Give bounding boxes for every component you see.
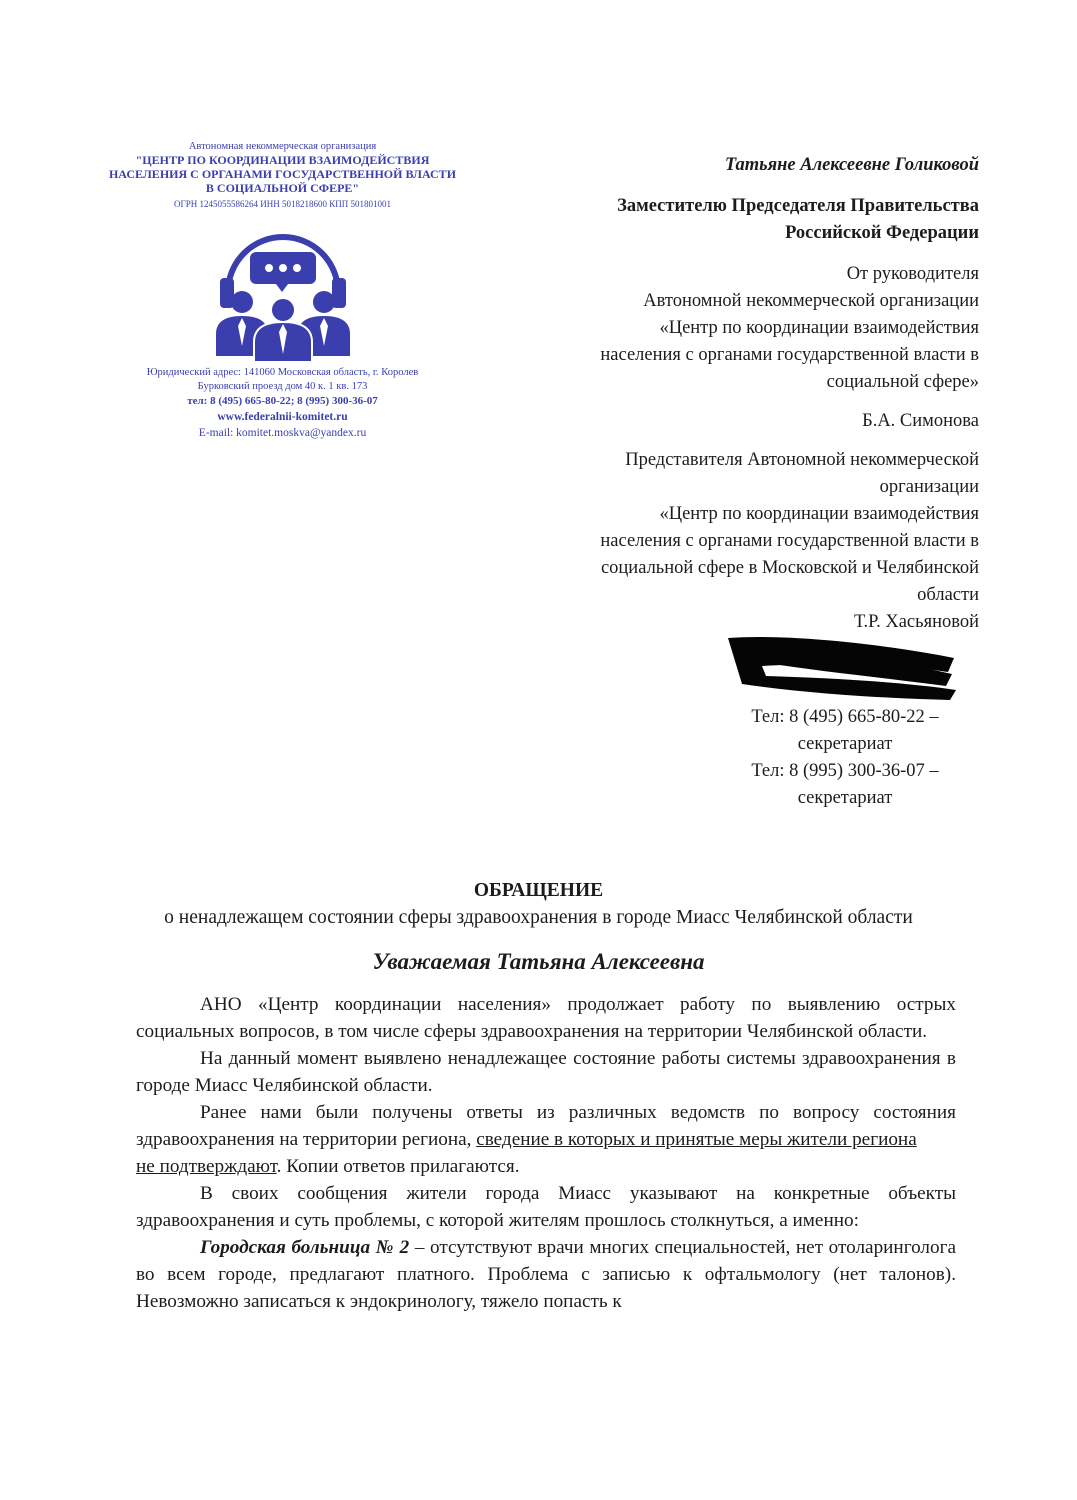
addressee-title-line-2: Российской Федерации	[785, 223, 979, 243]
phone-1: Тел: 8 (495) 665-80-22 –	[751, 707, 939, 727]
addressee-name: Татьяне Алексеевне Голиковой	[724, 155, 979, 175]
sender-line-2: Автономной некоммерческой организации	[643, 291, 979, 311]
letterhead-website: www.federalnii-komitet.ru	[217, 411, 348, 423]
paragraph-5-rest: – отсутствуют врачи многих специальностей, нет отоларинголога во всем городе, предлагают платного. Проблема с записью к офтальмологу (нет талонов). Невозможно записаться к эндокринологу, тяжело попасть к	[136, 1237, 956, 1312]
phone-2-note: секретариат	[797, 788, 893, 808]
org-name-line-1: "ЦЕНТР ПО КООРДИНАЦИИ ВЗАИМОДЕЙСТВИЯ	[135, 153, 430, 167]
addressee-title	[509, 193, 979, 247]
sender-head-block	[509, 261, 979, 396]
rep-line-4: населения с органами государственной власти в	[600, 531, 979, 551]
redaction-mark	[722, 628, 962, 708]
rep-line-5: социальной сфере в Московской и Челябинской	[600, 558, 979, 578]
people-headset-chat-icon	[198, 214, 368, 364]
paragraph-5	[136, 1234, 956, 1315]
legal-address-line-2: Бурковский проезд дом 40 к. 1 кв. 173	[197, 381, 368, 392]
rep-line-1: Представителя Автономной некоммерческой	[625, 450, 979, 470]
sender-line-3: «Центр по координации взаимодействия	[659, 318, 979, 338]
org-registration-ids: ОГРН 1245055586264 ИНН 5018218600 КПП 501801001	[174, 199, 391, 209]
document-body	[136, 991, 956, 1315]
paragraph-1: АНО «Центр координации населения» продолжает работу по выявлению острых социальных вопросов, в том числе сферы здравоохранения на территории Челябинской области.	[136, 994, 956, 1042]
paragraph-3-start: Ранее нами были получены ответы из различных ведомств по вопросу состояния здравоохранения на территории региона,	[136, 1102, 956, 1150]
rep-line-2: организации	[879, 477, 979, 497]
representative-name: Т.Р. Хасьяновой	[854, 612, 979, 632]
document-subtitle: о ненадлежащем состоянии сферы здравоохранения в городе Миасс Челябинской области	[164, 907, 913, 928]
phone-1-note: секретариат	[797, 734, 893, 754]
sender-head-name: Б.А. Симонова	[862, 411, 979, 431]
document-title: ОБРАЩЕНИЕ	[473, 880, 604, 901]
org-type: Автономная некоммерческая организация	[188, 141, 377, 152]
sender-line-5: социальной сфере»	[826, 372, 979, 392]
sender-line-1: От руководителя	[846, 264, 979, 284]
hospital-name: Городская больница № 2	[200, 1237, 410, 1258]
greeting: Уважаемая Татьяна Алексеевна	[372, 949, 705, 974]
addressee-block	[509, 152, 979, 636]
rep-line-6: области	[917, 585, 979, 605]
addressee-title-line-1: Заместителю Председателя Правительства	[617, 196, 979, 216]
paragraph-3-underlined-1: сведение в которых и принятые меры жители региона	[476, 1129, 917, 1150]
rep-line-3: «Центр по координации взаимодействия	[659, 504, 979, 524]
phone-2: Тел: 8 (995) 300-36-07 –	[751, 761, 939, 781]
letterhead-email: E-mail: komitet.moskva@yandex.ru	[198, 427, 367, 439]
paragraph-3-end: . Копии ответов прилагаются.	[276, 1156, 520, 1177]
letterhead	[95, 140, 470, 441]
paragraph-3-underlined-2: не подтверждают	[136, 1156, 277, 1177]
org-name-line-2: НАСЕЛЕНИЯ С ОРГАНАМИ ГОСУДАРСТВЕННОЙ ВЛАСТИ	[108, 167, 457, 181]
sender-line-4: населения с органами государственной власти в	[600, 345, 979, 365]
representative-block	[509, 447, 979, 636]
letterhead-phones: тел: 8 (495) 665-80-22; 8 (995) 300-36-07	[187, 395, 378, 407]
paragraph-4: В своих сообщения жители города Миасс указывают на конкретные объекты здравоохранения и суть проблемы, с которой жителям прошлось столкнуться, а именно:	[136, 1183, 956, 1231]
paragraph-3	[136, 1099, 956, 1180]
contacts-block	[730, 704, 960, 812]
legal-address-line-1: Юридический адрес: 141060 Московская область, г. Королев	[146, 367, 419, 378]
paragraph-2: На данный момент выявлено ненадлежащее состояние работы системы здравоохранения в городе Миасс Челябинской области.	[136, 1048, 956, 1096]
org-name-line-3: В СОЦИАЛЬНОЙ СФЕРЕ"	[205, 181, 360, 195]
